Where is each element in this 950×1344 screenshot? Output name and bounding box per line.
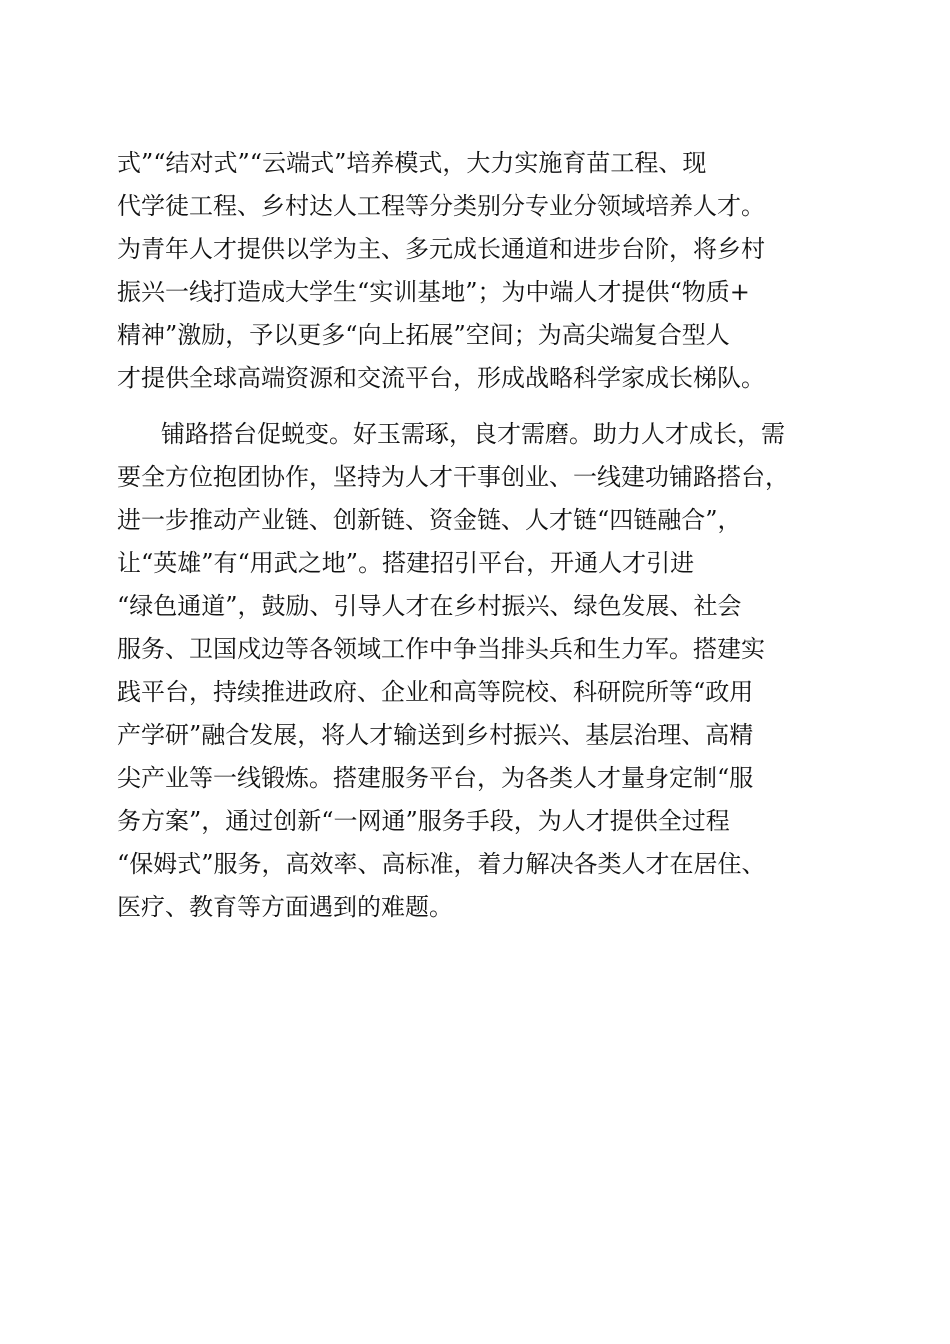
paragraph-2-line-3: 进一步推动产业链、创新链、资金链、人才链“四链融合”， xyxy=(117,506,742,534)
paragraph-2-line-9: 尖产业等一线锻炼。搭建服务平台，为各类人才量身定制“服 xyxy=(117,764,754,792)
paragraph-2-line-4: 让“英雄”有“用武之地”。搭建招引平台，开通人才引进 xyxy=(117,549,695,577)
paragraph-2-line-1: 铺路搭台促蜕变。好玉需琢，良才需磨。助力人才成长，需 xyxy=(161,420,785,448)
paragraph-2-line-12: 医疗、教育等方面遇到的难题。 xyxy=(117,893,453,921)
paragraph-1-line-5: 精神”激励，予以更多“向上拓展”空间；为高尖端复合型人 xyxy=(117,321,730,349)
paragraph-2-line-5: “绿色通道”，鼓励、引导人才在乡村振兴、绿色发展、社会 xyxy=(117,592,742,620)
paragraph-1-line-2: 代学徒工程、乡村达人工程等分类别分专业分领域培养人才。 xyxy=(117,192,765,220)
paragraph-1-line-4: 振兴一线打造成大学生“实训基地”；为中端人才提供“物质+ xyxy=(117,278,750,306)
paragraph-2-line-11: “保姆式”服务，高效率、高标准，着力解决各类人才在居住、 xyxy=(117,850,766,878)
paragraph-1-line-1: 式”“结对式”“云端式”培养模式，大力实施育苗工程、现 xyxy=(117,149,707,177)
paragraph-2-line-10: 务方案”，通过创新“一网通”服务手段，为人才提供全过程 xyxy=(117,807,730,835)
paragraph-2-line-6: 服务、卫国戍边等各领域工作中争当排头兵和生力军。搭建实 xyxy=(117,635,765,663)
paragraph-2-line-8: 产学研”融合发展，将人才输送到乡村振兴、基层治理、高精 xyxy=(117,721,754,749)
paragraph-1-line-3: 为青年人才提供以学为主、多元成长通道和进步台阶，将乡村 xyxy=(117,235,765,263)
paragraph-1-line-6: 才提供全球高端资源和交流平台，形成战略科学家成长梯队。 xyxy=(117,364,765,392)
paragraph-2-line-2: 要全方位抱团协作，坚持为人才干事创业、一线建功铺路搭台， xyxy=(117,463,789,491)
paragraph-2-line-7: 践平台，持续推进政府、企业和高等院校、科研院所等“政用 xyxy=(117,678,754,706)
